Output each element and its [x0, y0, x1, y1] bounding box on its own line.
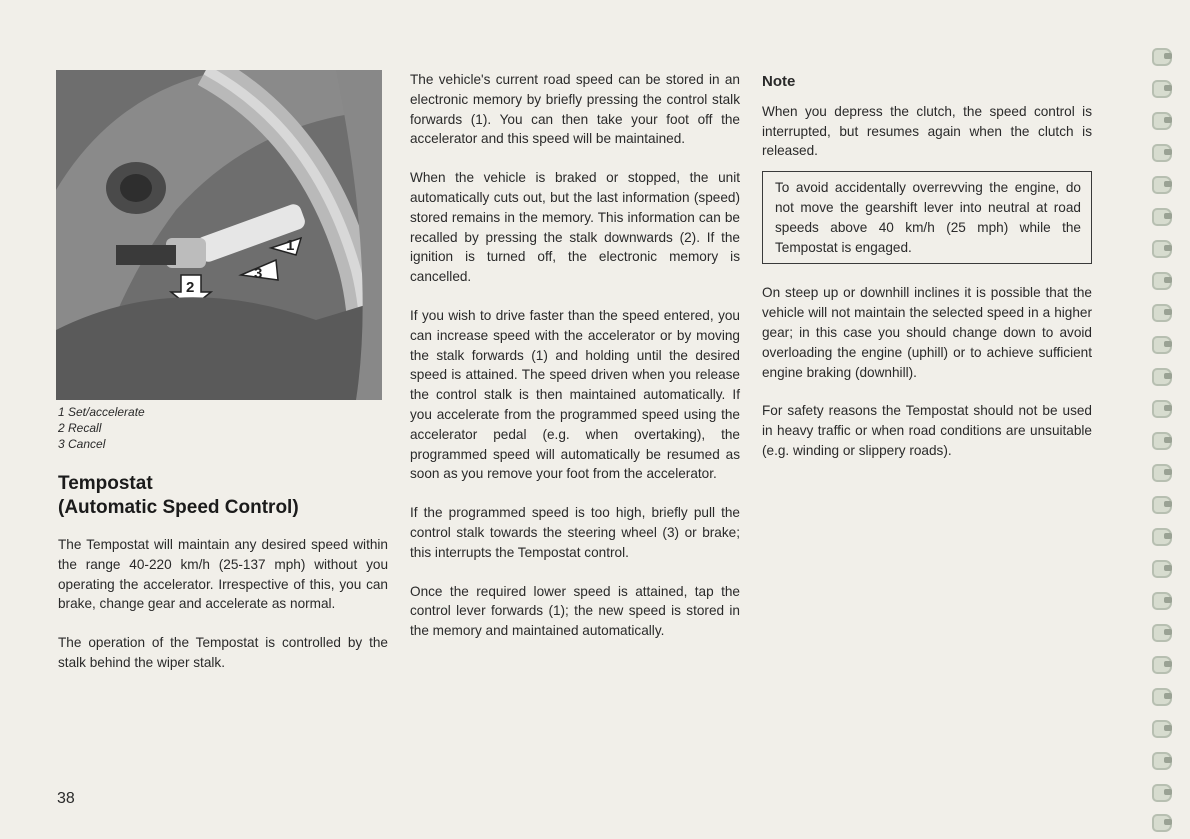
paragraph: If the programmed speed is too high, briefly pull the control stalk towards the steering wheel (3) or brake; this interrupts the Tempostat control. — [410, 505, 740, 560]
steering-column-illustration — [56, 70, 382, 400]
binding-ring — [1152, 592, 1172, 610]
binding-ring — [1152, 656, 1172, 674]
binding-ring — [1152, 752, 1172, 770]
binding-ring — [1152, 240, 1172, 258]
paragraph: Once the required lower speed is attained, tap the control lever forwards (1); the new speed is stored in the memory and maintained automatically. — [410, 583, 740, 639]
binding-ring — [1152, 336, 1172, 354]
stalk-diagram — [56, 70, 382, 400]
binding-ring — [1152, 814, 1172, 832]
binding-ring — [1152, 400, 1172, 418]
paragraph: The vehicle's current road speed can be stored in an electronic memory by briefly pressing the control stalk forwards (1). You can then take your foot off the accelerator and this speed will be maintained. — [410, 72, 740, 147]
paragraph: The Tempostat will maintain any desired speed within the range 40-220 km/h (25-137 mph) without you operating the accelerator. Irrespective of this, you can brake, change gear and accelerate as normal. — [58, 537, 388, 612]
paragraph: On steep up or downhill inclines it is possible that the vehicle will not maintain the selected speed in a higher gear; in this case you should change down to avoid overloading the engine (uphill) or to achieve sufficient engine braking (downhill). — [762, 285, 1092, 380]
spiral-binding — [1148, 48, 1180, 833]
paragraph: If you wish to drive faster than the speed entered, you can increase speed with the accelerator or by moving the stalk forwards (1) and holding until the desired speed is attained. The speed driven when you release the control stalk is then maintained automatically. If you accelerate from the programmed speed using the accelerator pedal (e.g. when overtaking), the programmed speed will automatically be resumed as soon as you remove your foot from the accelerator. — [410, 307, 740, 482]
page-number: 38 — [57, 790, 75, 807]
binding-ring — [1152, 112, 1172, 130]
column-1 — [58, 535, 388, 692]
figure-caption — [58, 404, 145, 452]
warning-box: To avoid accidentally overrevving the engine, do not move the gearshift lever into neutral at road speeds above 40 km/h (25 mph) while the Tempostat is engaged. — [762, 171, 1092, 264]
binding-ring — [1152, 48, 1172, 66]
callout-1: 1 — [286, 237, 295, 254]
binding-ring — [1152, 784, 1172, 802]
callout-3: 3 — [254, 265, 263, 282]
callout-2: 2 — [186, 279, 195, 296]
binding-ring — [1152, 304, 1172, 322]
binding-ring — [1152, 80, 1172, 98]
heading-line: (Automatic Speed Control) — [58, 497, 299, 518]
caption-line: 2 Recall — [58, 421, 102, 435]
binding-ring — [1152, 560, 1172, 578]
binding-ring — [1152, 176, 1172, 194]
binding-ring — [1152, 208, 1172, 226]
note-text: When you depress the clutch, the speed control is interrupted, but resumes again when the clutch is released. — [762, 103, 1092, 159]
binding-ring — [1152, 496, 1172, 514]
paragraph: When the vehicle is braked or stopped, the unit automatically cuts out, but the last information (speed) stored remains in the memory. This information can be recalled by pressing the stalk downwards (2). If the ignition is turned off, the electronic memory is cancelled. — [410, 170, 740, 285]
caption-line: 3 Cancel — [58, 437, 106, 451]
binding-ring — [1152, 432, 1172, 450]
binding-ring — [1152, 368, 1172, 386]
binding-ring — [1152, 272, 1172, 290]
binding-ring — [1152, 720, 1172, 738]
caption-line: 1 Set/accelerate — [58, 405, 145, 419]
column-3 — [762, 70, 1092, 480]
binding-ring — [1152, 688, 1172, 706]
column-2 — [410, 70, 740, 660]
binding-ring — [1152, 528, 1172, 546]
heading-line: Tempostat — [58, 473, 153, 494]
binding-ring — [1152, 624, 1172, 642]
paragraph: The operation of the Tempostat is controlled by the stalk behind the wiper stalk. — [58, 635, 388, 670]
binding-ring — [1152, 144, 1172, 162]
paragraph: For safety reasons the Tempostat should not be used in heavy traffic or when road conditions are unsuitable (e.g. winding or slippery roads). — [762, 403, 1092, 458]
note-title: Note — [762, 73, 796, 90]
binding-ring — [1152, 464, 1172, 482]
section-heading — [58, 472, 388, 520]
